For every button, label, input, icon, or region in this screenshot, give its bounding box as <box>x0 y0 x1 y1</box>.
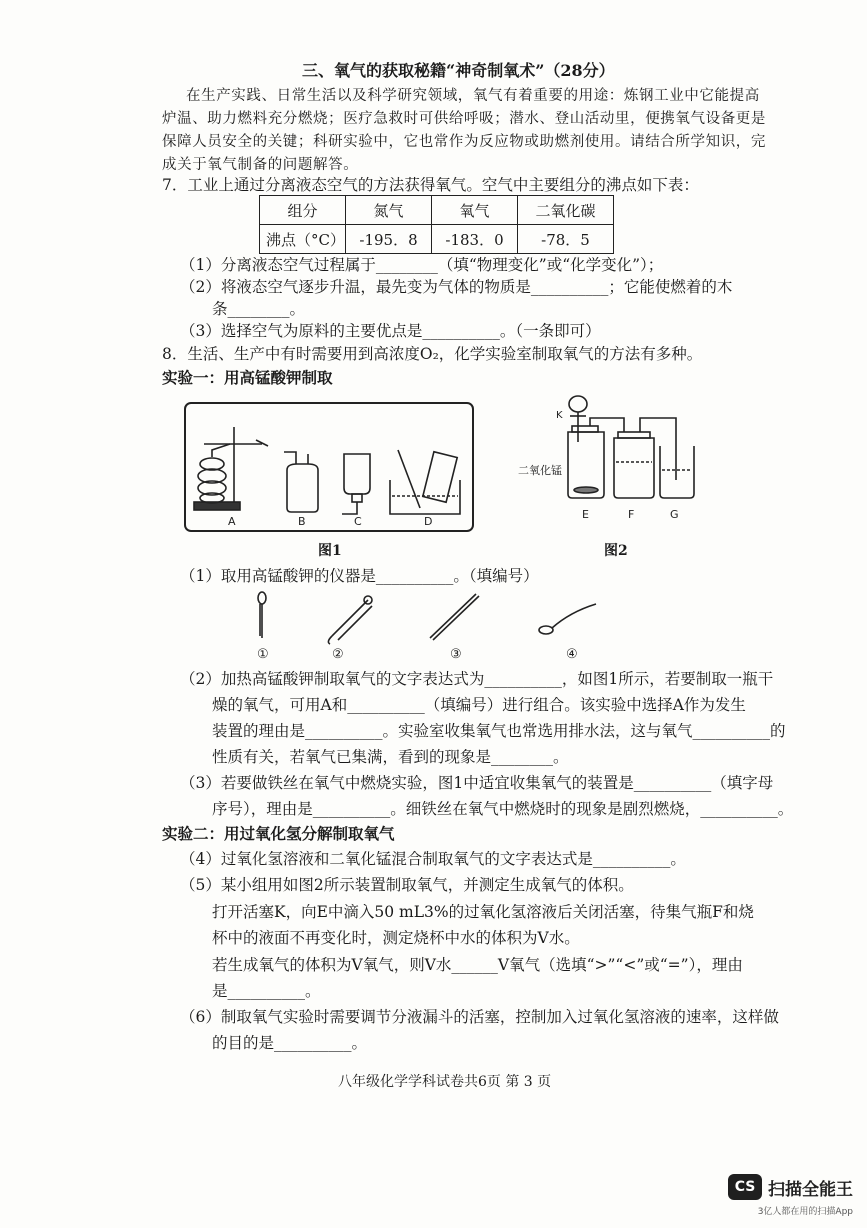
fig2-label: F <box>628 508 635 521</box>
tool-number: ③ <box>450 647 462 662</box>
apparatus-d <box>390 450 460 514</box>
dropper-tool <box>258 592 266 638</box>
page-footer: 八年级化学学科试卷共6页 第 3 页 <box>338 1074 552 1090</box>
table-header: 氮气 <box>346 196 432 225</box>
apparatus-c <box>342 454 370 514</box>
q8-sub3-cont: 序号），理由是__________。细铁丝在氧气中燃烧时的现象是剧烈燃烧，__________。 <box>212 800 794 818</box>
table-cell: -78．5 <box>518 225 614 254</box>
fig1-label: B <box>298 515 306 528</box>
beaker-g <box>660 446 694 498</box>
q8-stem: 8．生活、生产中有时需要用到高浓度O₂，化学实验室制取氧气的方法有多种。 <box>162 345 703 363</box>
tool-number: ④ <box>566 647 578 662</box>
figure-2-caption: 图2 <box>604 543 628 559</box>
q8-sub1: （1）取用高锰酸钾的仪器是__________。（填编号） <box>180 567 539 585</box>
q8-sub6-cont: 的目的是__________。 <box>212 1034 368 1052</box>
crucible-tongs-tool <box>328 596 372 644</box>
spoon-tool <box>539 604 596 634</box>
valve-k-label: K <box>556 410 563 421</box>
intro-line: 保障人员安全的关键；科研实验中，它也常作为反应物或助燃剂使用。请结合所学知识，完 <box>162 134 766 150</box>
camscanner-logo-icon: CS <box>728 1174 762 1200</box>
table-row <box>260 196 614 225</box>
q7-stem: 7．工业上通过分离液态空气的方法获得氧气。空气中主要组分的沸点如下表： <box>162 176 699 194</box>
table-cell: -183．0 <box>432 225 518 254</box>
intro-line: 炉温、助力燃料充分燃烧；医疗急救时可供给呼吸；潜水、登山活动里，便携氧气设备更是 <box>162 111 766 127</box>
q7-part2: （2）将液态空气逐步升温，最先变为气体的物质是__________；它能使燃着的木 <box>180 278 733 296</box>
q8-sub2-cont: 装置的理由是__________。实验室收集氧气也常选用排水法，这与氧气__________的 <box>212 722 786 740</box>
q8-sub2-cont: 性质有关，若氧气已集满，看到的现象是________。 <box>212 748 569 766</box>
exp1-title: 实验一：用高锰酸钾制取 <box>162 368 333 387</box>
glass-rod-tool <box>430 594 479 640</box>
q8-sub5-cont: 打开活塞K，向E中滴入50 mL3%的过氧化氢溶液后关闭活塞，待集气瓶F和烧 <box>212 903 754 921</box>
section-title: 三、氧气的获取秘籍“神奇制氧术”（28分） <box>302 61 615 80</box>
boiling-point-table <box>259 195 614 254</box>
mno2-label: 二氧化锰 <box>518 464 562 477</box>
q8-sub5: （5）某小组用如图2所示装置制取氧气，并测定生成氧气的体积。 <box>180 876 634 894</box>
q7-part3: （3）选择空气为原料的主要优点是__________。（一条即可） <box>180 322 601 340</box>
q8-sub6: （6）制取氧气实验时需要调节分液漏斗的活塞，控制加入过氧化氢溶液的速率，这样做 <box>180 1008 779 1026</box>
tool-number: ② <box>332 647 344 662</box>
fig2-label: E <box>582 508 589 521</box>
bottle-f <box>614 438 654 498</box>
brand-tagline: 3亿人都在用的扫描App <box>757 1207 853 1217</box>
fig1-label: C <box>354 515 362 528</box>
table-cell: -195．8 <box>346 225 432 254</box>
q8-sub2-cont: 燥的氧气，可用A和__________（填编号）进行组合。该实验中选择A作为发生 <box>212 696 746 714</box>
table-header: 氧气 <box>432 196 518 225</box>
figure-1-apparatus <box>184 402 474 532</box>
q7-part1: （1）分离液态空气过程属于________（填“物理变化”或“化学变化”）； <box>180 256 664 274</box>
intro-line: 成关于氧气制备的问题解答。 <box>162 157 359 173</box>
q8-sub5-cont: 杯中的液面不再变化时，测定烧杯中水的体积为V水。 <box>212 929 580 947</box>
q8-sub2: （2）加热高锰酸钾制取氧气的文字表达式为__________，如图1所示，若要制取一瓶干 <box>180 670 774 688</box>
fig1-label: A <box>228 515 236 528</box>
intro-line: 在生产实践、日常生活以及科学研究领域，氧气有着重要的用途：炼钢工业中它能提高 <box>186 88 760 104</box>
table-row-label: 沸点（°C） <box>260 225 346 254</box>
tool-number: ① <box>257 647 269 662</box>
q8-sub4: （4）过氧化氢溶液和二氧化锰混合制取氧气的文字表达式是__________。 <box>180 850 686 868</box>
figure-1-caption: 图1 <box>318 543 342 559</box>
q8-sub5-cont: 是__________。 <box>212 982 321 1000</box>
q8-sub5-cont: 若生成氧气的体积为V氧气，则V水______V氧气（选填“>”“<”或“=”），理由 <box>212 956 743 974</box>
table-row <box>260 225 614 254</box>
exp2-title: 实验二：用过氧化氢分解制取氧气 <box>162 824 395 843</box>
fig1-label: D <box>424 515 433 528</box>
scanner-watermark <box>728 1174 853 1200</box>
q8-sub3: （3）若要做铁丝在氧气中燃烧实验，图1中适宜收集氧气的装置是__________（填字母 <box>180 774 774 792</box>
apparatus-b <box>284 452 318 512</box>
q7-part2-cont: 条________。 <box>212 300 306 318</box>
table-header: 二氧化碳 <box>518 196 614 225</box>
tools-illustration <box>240 588 620 662</box>
fig2-label: G <box>670 508 679 521</box>
brand-name: 扫描全能王 <box>768 1179 853 1200</box>
apparatus-a <box>194 427 268 510</box>
table-header: 组分 <box>260 196 346 225</box>
